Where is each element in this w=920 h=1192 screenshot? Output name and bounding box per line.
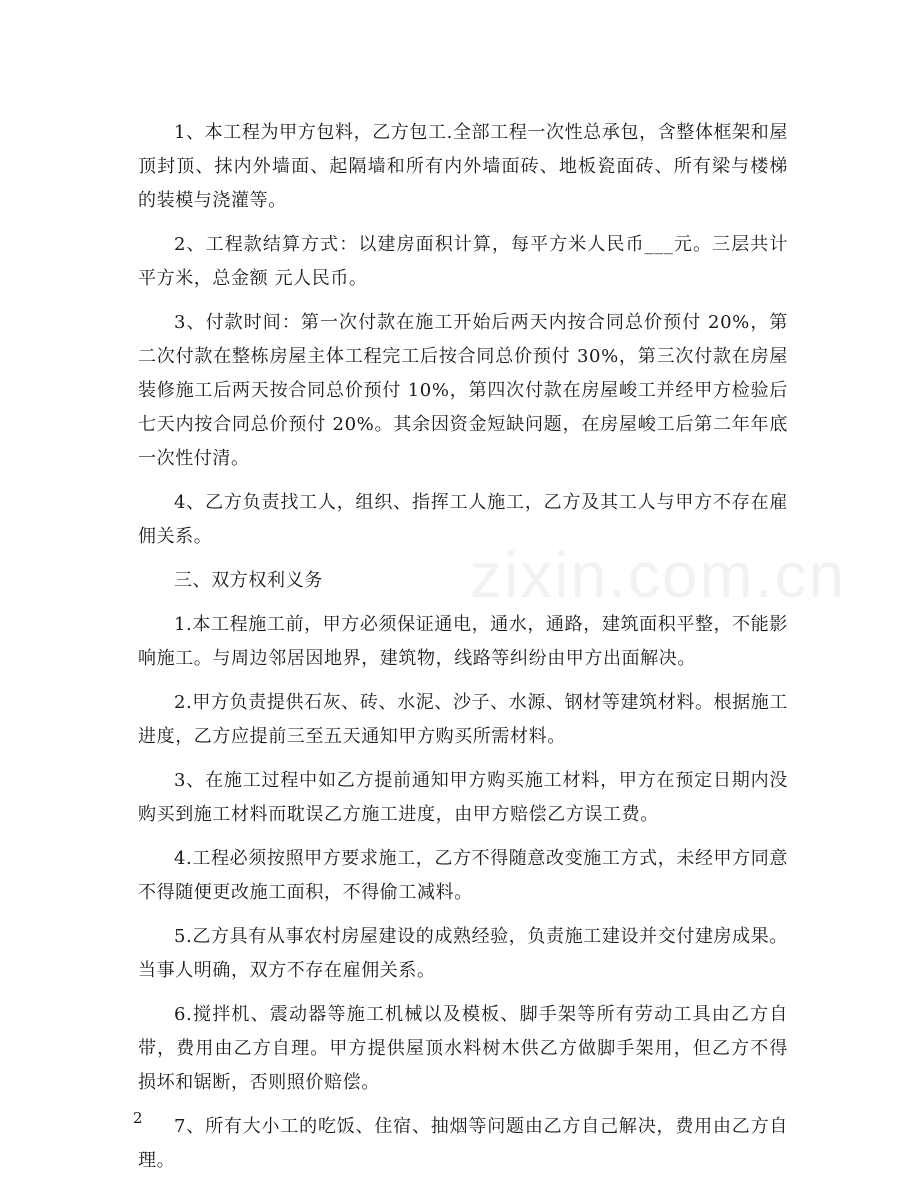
page-number: 2 [133,1109,143,1127]
paragraph-9: 5.乙方具有从事农村房屋建设的成熟经验，负责施工建设并交付建房成果。当事人明确，双方不存在雇佣关系。 [138,926,788,981]
paragraph-10: 6.搅拌机、震动器等施工机械以及模板、脚手架等所有劳动工具由乙方自带，费用由乙方自理。甲方提供屋顶水料树木供乙方做脚手架用，但乙方不得损坏和锯断，否则照价赔偿。 [138,1004,788,1093]
paragraph-8: 4.工程必须按照甲方要求施工，乙方不得随意改变施工方式，未经甲方同意不得随便更改施工面积，不得偷工减料。 [138,848,788,903]
paragraph-5: 1.本工程施工前，甲方必须保证通电，通水，通路，建筑面积平整，不能影响施工。与周边邻居因地界，建筑物，线路等纠纷由甲方出面解决。 [138,614,788,669]
paragraph-1: 1、本工程为甲方包料，乙方包工.全部工程一次性总承包，含整体框架和屋顶封顶、抹内外墙面、起隔墙和所有内外墙面砖、地板瓷面砖、所有梁与楼梯的装模与浇灌等。 [138,122,788,211]
section-heading: 三、双方权利义务 [174,570,323,591]
paragraph-6: 2.甲方负责提供石灰、砖、水泥、沙子、水源、钢材等建筑材料。根据施工进度，乙方应提前三至五天通知甲方购买所需材料。 [138,692,788,747]
paragraph-3: 3、付款时间：第一次付款在施工开始后两天内按合同总价预付 20%，第二次付款在整栋房屋主体工程完工后按合同总价预付 30%，第三次付款在房屋装修施工后两天按合同总价预付 10%，第四次付款在房屋峻工并经甲方检验后七天内按合同总价预付 20%。其余因资金短缺问题，在房屋峻工后第二年年底一次性付清。 [138,312,788,469]
paragraph-11: 7、所有大小工的吃饭、住宿、抽烟等问题由乙方自己解决，费用由乙方自理。 [138,1116,788,1171]
document-body [138,116,788,1188]
paragraph-2: 2、工程款结算方式：以建房面积计算，每平方米人民币___元。三层共计 平方米，总金额 元人民币。 [138,234,788,289]
paragraph-4: 4、乙方负责找工人，组织、指挥工人施工，乙方及其工人与甲方不存在雇佣关系。 [138,492,788,547]
watermark: zixin.com.cn [470,539,847,611]
paragraph-7: 3、在施工过程中如乙方提前通知甲方购买施工材料，甲方在预定日期内没购买到施工材料而耽误乙方施工进度，由甲方赔偿乙方误工费。 [138,770,788,825]
